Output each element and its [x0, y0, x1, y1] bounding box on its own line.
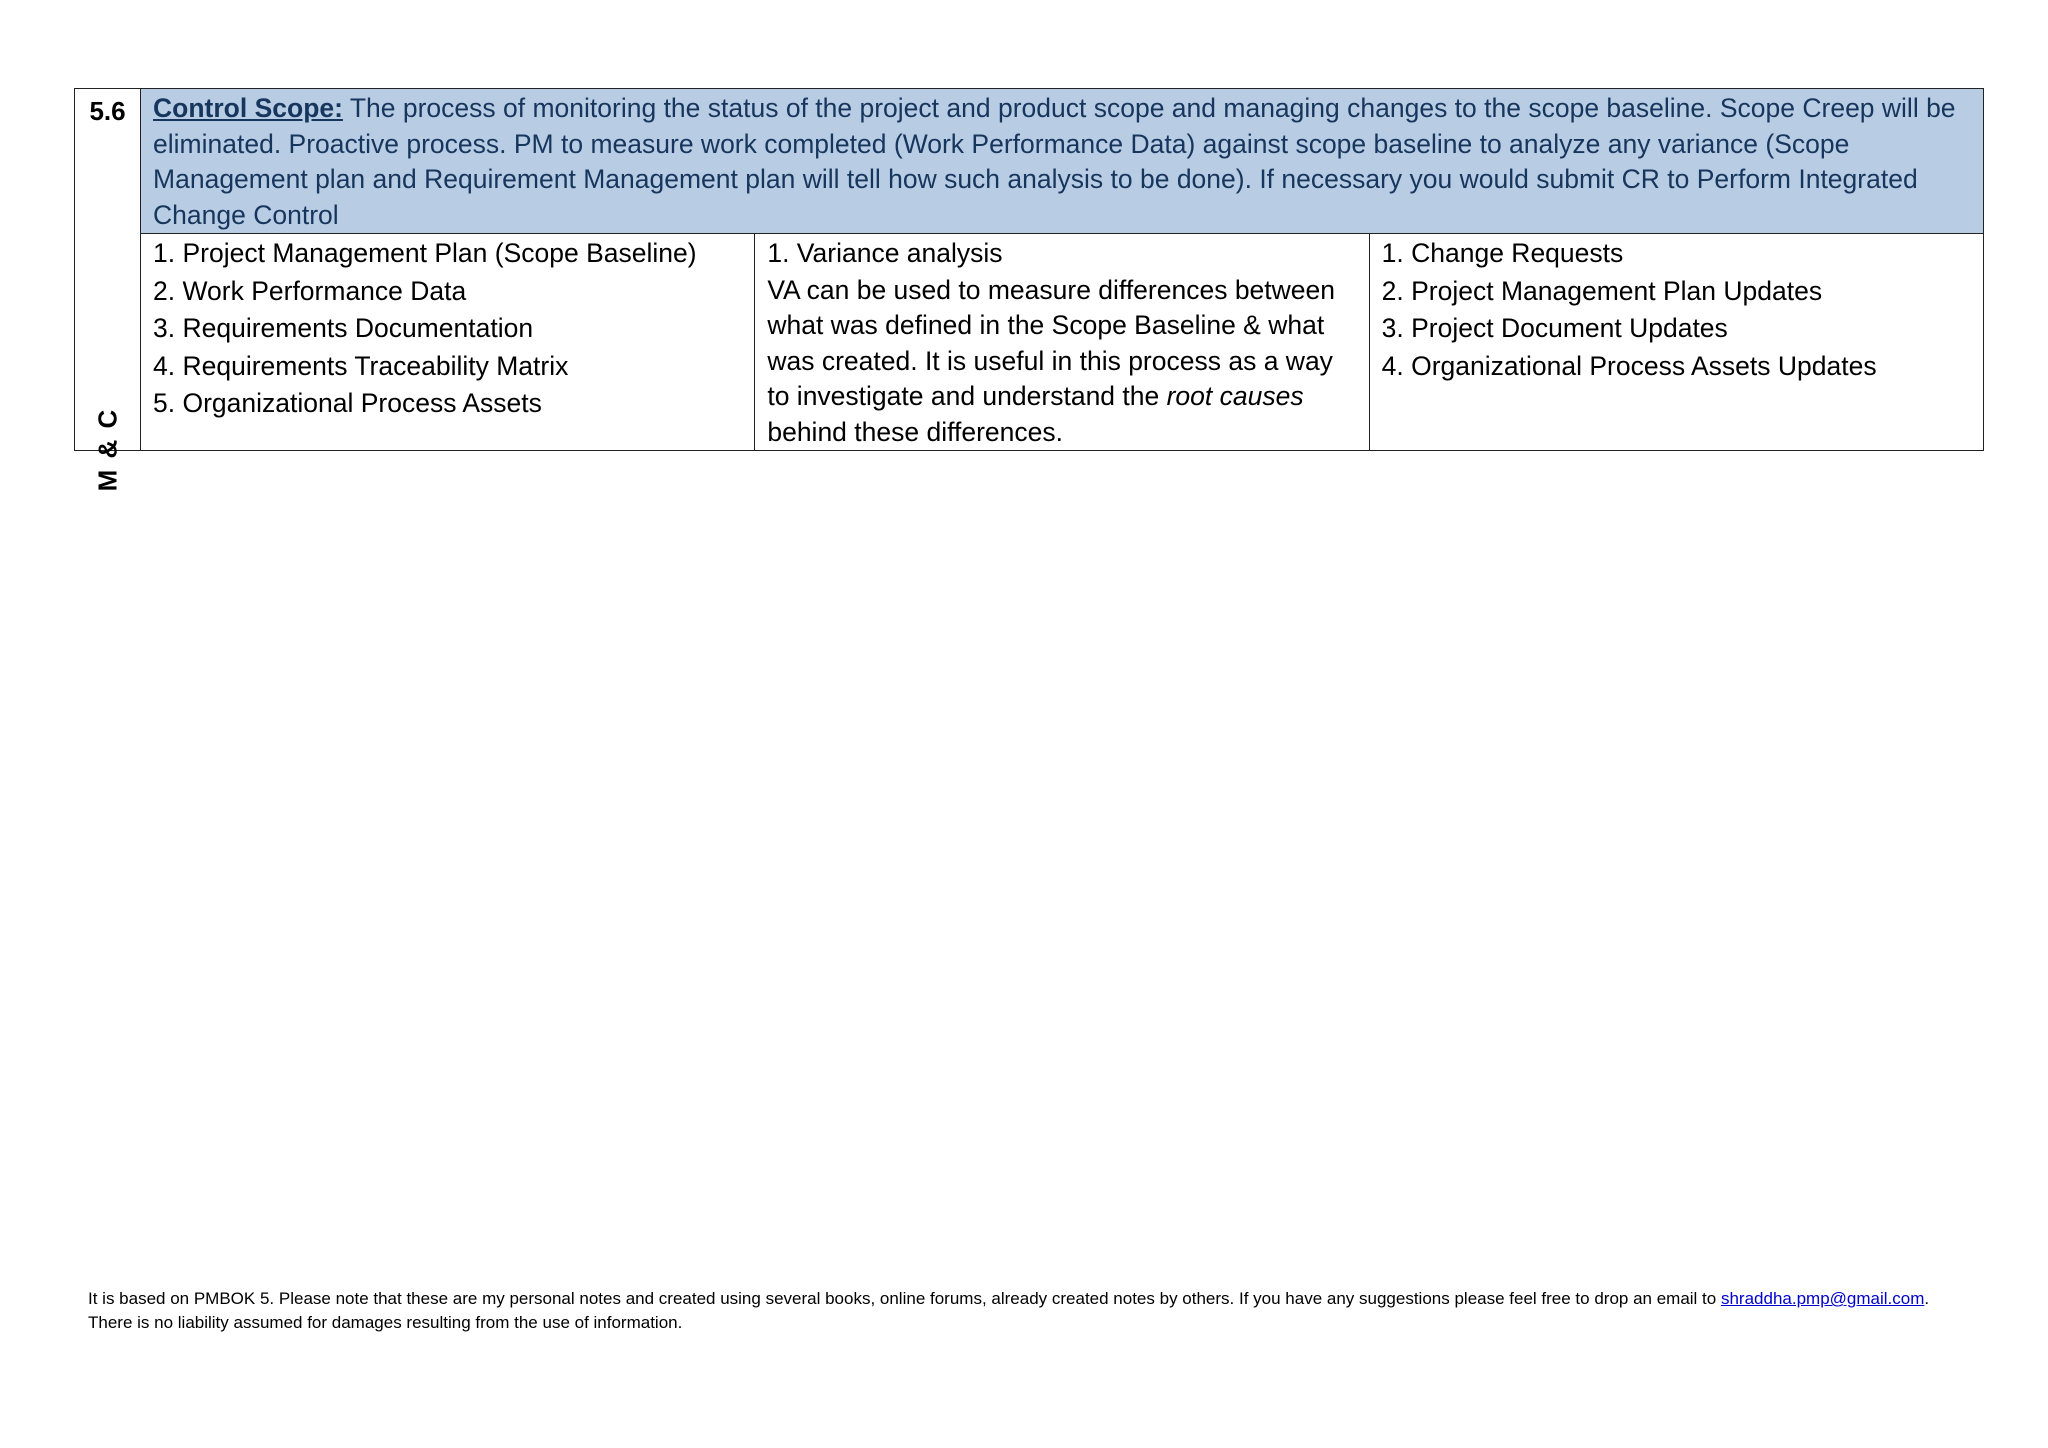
process-title: Control Scope: [153, 93, 343, 123]
output-item: 4. Organizational Process Assets Updates [1381, 350, 1877, 381]
process-group-wrap [75, 379, 140, 519]
input-item: 4. Requirements Traceability Matrix [153, 350, 569, 381]
process-id-cell [75, 89, 141, 491]
output-item: 3. Project Document Updates [1381, 313, 1728, 343]
tool-desc-tail: behind these differences. [767, 416, 1063, 447]
process-description: The process of monitoring the status of the project and product scope and managing changes to the scope baseline. Scope Creep will be eliminated. Proactive process. PM to measure work completed (Work Performance Data) against scope baseline to analyze any variance (Scope Management plan and Requirement Management plan will tell how such analysis to be done). If necessary you would submit CR to Perform Integrated Change Control [153, 93, 1956, 230]
tool-item: 1. Variance analysis [767, 238, 1003, 268]
tools-cell [755, 234, 1369, 451]
footer-email-link[interactable]: shraddha.pmp@gmail.com [1720, 1289, 1925, 1308]
output-item: 1. Change Requests [1381, 238, 1624, 268]
process-header-row [75, 89, 1984, 234]
footer-disclaimer: . There is no liability assumed for damages resulting from the use of information. [88, 1289, 1930, 1332]
outputs-cell [1369, 234, 1983, 451]
process-number: 5.6 [89, 96, 126, 126]
footer-note [88, 1287, 1948, 1335]
output-item: 2. Project Management Plan Updates [1381, 275, 1823, 306]
process-group-label: M & C [92, 407, 123, 491]
tool-desc-text: VA can be used to measure differences between what was defined in the Scope Baseline & what was created. It is useful in this process as a way to investigate and understand the [767, 274, 1336, 411]
inputs-cell [141, 234, 755, 451]
input-item: 1. Project Management Plan (Scope Baseline) [153, 238, 697, 268]
input-item: 5. Organizational Process Assets [153, 388, 542, 418]
tool-description [767, 273, 1358, 451]
process-table [74, 88, 1984, 491]
footer-text: It is based on PMBOK 5. Please note that these are my personal notes and created using several books, online forums, already created notes by others. If you have any suggestions please feel free to drop an email to [88, 1289, 1721, 1308]
input-item: 3. Requirements Documentation [153, 313, 534, 343]
process-header-cell [141, 89, 1984, 234]
tool-desc-emphasis: root causes [1166, 381, 1304, 411]
process-detail-row [75, 234, 1984, 451]
input-item: 2. Work Performance Data [153, 275, 467, 306]
